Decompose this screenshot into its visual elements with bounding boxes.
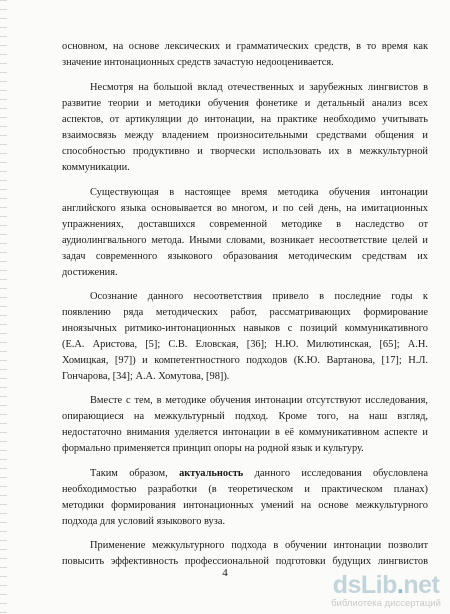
- text-line: иноязычных ритмико-интонационных навыков с позиций коммуникативного: [62, 323, 428, 334]
- text-line: английского языка основывается во многом, и по сей день, на имитационных: [62, 203, 428, 214]
- text-line: подхода для условий языкового вуза.: [62, 516, 226, 527]
- text-line: появлению ряда методических работ, рассматривающих формирование: [62, 307, 428, 318]
- watermark-subtitle: библиотека диссертаций: [331, 598, 441, 609]
- text-line: достижения.: [62, 267, 118, 278]
- text-line: задач современного языкового образования методическим средствам их: [62, 251, 428, 262]
- text-line: аудиолингвального метода. Иными словами, возникает несоответствие целей и: [62, 235, 428, 246]
- text-line: аспектов, от артикуляции до интонации, на практике необходимо учитывать: [62, 114, 428, 125]
- text-line: Хомицкая, [97]) и компетентностного подходов (К.Ю. Вартанова, [17]; Н.Л.: [62, 355, 428, 366]
- lead-text-continued: данного исследования: [254, 468, 362, 479]
- text-line: Существующая в настоящее время методика обучения интонации: [90, 187, 428, 198]
- text-line: необходимостью разработки (в теоретическом и практическом планах): [62, 484, 428, 495]
- text-line: (Е.А. Аристова, [5]; С.В. Еловская, [36]; Н.Ю. Милютинская, [65]; А.Н.: [62, 339, 428, 350]
- text-line: недостаточно внимания уделяется интонации в её коммуникативном аспекте и: [62, 427, 428, 438]
- text-line: Осознание данного несоответствия привело в последние годы к: [90, 291, 428, 302]
- text-line: Применение межкультурного подхода в обучении интонации позволит: [90, 540, 428, 551]
- text-line: упражнениях, доставшихся современной методике в наследство от: [62, 219, 428, 230]
- watermark-logo-dot: .: [396, 571, 404, 599]
- relevance-term: актуальность: [179, 468, 244, 479]
- text-line: основном, на основе лексических и грамматических средств, в то время как: [62, 41, 428, 52]
- watermark: [328, 572, 444, 612]
- page-number: 4: [222, 567, 228, 579]
- line-end-text: обусловлена: [372, 468, 428, 479]
- text-line: способностью продуктивно и творчески использовать их в межкультурной: [62, 146, 428, 157]
- text-line: повысить эффективность профессиональной подготовки будущих лингвистов: [62, 556, 428, 567]
- text-line: Вместе с тем, в методике обучения интонации отсутствуют исследования,: [90, 395, 428, 406]
- text-line: развитие теории и методики обучения фонетике и детальный анализ всех: [62, 98, 428, 109]
- lead-text: Таким образом,: [90, 468, 168, 479]
- text-line: Гончарова, [34]; А.А. Хомутова, [98]).: [62, 371, 230, 382]
- text-line: формально применяется принцип опоры на родной язык и культуру.: [62, 443, 364, 454]
- text-line: методики формирования интонационных умений на основе межкультурного: [62, 500, 428, 511]
- text-line: коммуникации.: [62, 162, 130, 173]
- text-line: взаимосвязь между владением произносительными средствами общения и: [62, 130, 428, 141]
- text-line: [90, 467, 428, 480]
- watermark-logo: [328, 572, 444, 598]
- text-line: значение интонационных средств зачастую недооценивается.: [62, 57, 334, 68]
- text-line: Несмотря на большой вклад отечественных и зарубежных лингвистов в: [90, 82, 428, 93]
- watermark-logo-tld: net: [403, 571, 440, 599]
- watermark-logo-name: dsLib: [332, 571, 397, 599]
- text-line: опирающиеся на межкультурный подход. Кроме того, на наш взгляд,: [62, 411, 428, 422]
